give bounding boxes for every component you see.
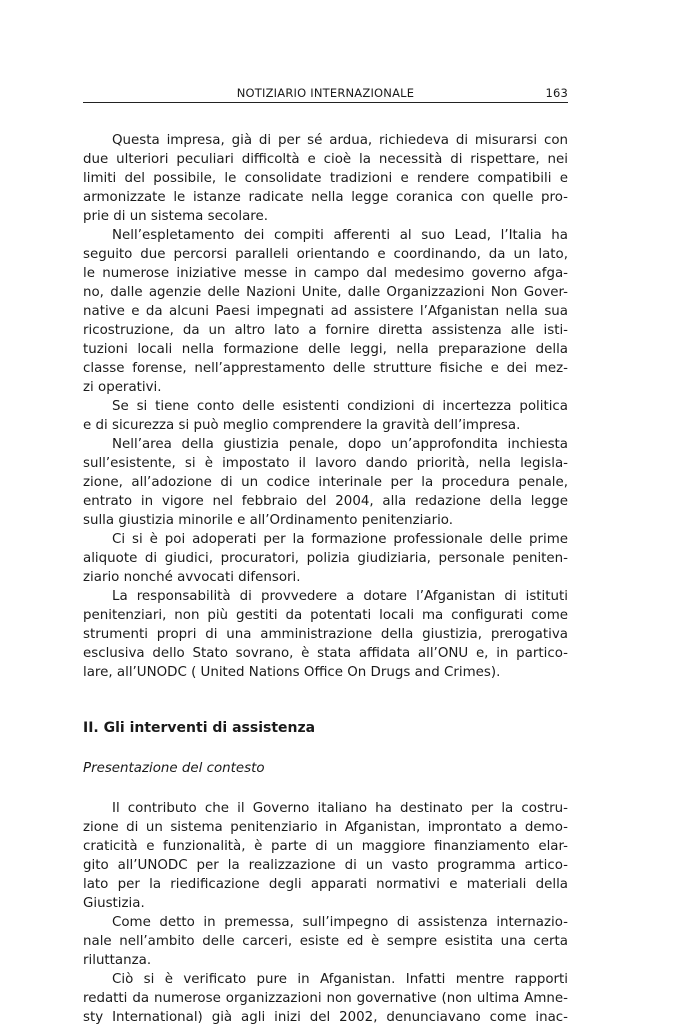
text-line: armonizzate le istanze radicate nella legge coranica con quelle pro- — [83, 190, 568, 205]
text-line: Come detto in premessa, sull’impegno di assistenza internazio- — [112, 915, 568, 930]
text-line: Ci si è poi adoperati per la formazione professionale delle prime — [112, 532, 568, 547]
header-rule — [83, 102, 568, 103]
body-text — [83, 131, 568, 1027]
text-line: Se si tiene conto delle esistenti condizioni di incertezza politica — [112, 399, 568, 414]
text-line: no, dalle agenzie delle Nazioni Unite, dalle Organizzazioni Non Gover- — [83, 285, 568, 300]
text-line: native e da alcuni Paesi impegnati ad assistere l’Afganistan nella sua — [83, 304, 568, 319]
text-line: Il contributo che il Governo italiano ha destinato per la costru- — [112, 801, 568, 816]
text-line: redatti da numerose organizzazioni non governative (non ultima Amne- — [83, 991, 568, 1006]
text-line: strumenti propri di una amministrazione della giustizia, prerogativa — [83, 627, 568, 642]
paragraphs-before-section — [83, 131, 568, 682]
paragraphs-after-section — [83, 799, 568, 1027]
paragraph — [83, 970, 568, 1027]
paragraph — [83, 913, 568, 970]
text-line: zi operativi. — [83, 380, 162, 395]
paragraph — [83, 435, 568, 530]
document-page — [83, 84, 568, 1027]
text-line: seguito due percorsi paralleli orientando e coordinando, da un lato, — [83, 247, 568, 262]
section-title: II. Gli interventi di assistenza — [83, 720, 316, 736]
text-line: ricostruzione, da un altro lato a fornire diretta assistenza alle isti- — [83, 323, 568, 338]
text-line: tuzioni locali nella formazione delle leggi, nella preparazione della — [83, 342, 568, 357]
text-line: penitenziari, non più gestiti da potentati locali ma configurati come — [83, 608, 568, 623]
text-line: nale nell’ambito delle carceri, esiste ed è sempre esistita una certa — [83, 934, 568, 949]
text-line: sulla giustizia minorile e all’Ordinamento penitenziario. — [83, 513, 454, 528]
text-line: Nell’area della giustizia penale, dopo un’approfondita inchiesta — [112, 437, 568, 452]
text-line: lato per la riedificazione degli apparati normativi e materiali della — [83, 877, 568, 892]
text-line: limiti del possibile, le consolidate tradizioni e rendere compatibili e — [83, 171, 568, 186]
text-line: due ulteriori peculiari difficoltà e cioè la necessità di rispettare, nei — [83, 152, 568, 167]
text-line: La responsabilità di provvedere a dotare l’Afganistan di istituti — [112, 589, 568, 604]
paragraph — [83, 799, 568, 913]
subsection-title: Presentazione del contesto — [83, 761, 265, 776]
text-line: craticità e funzionalità, è parte di un maggiore finanziamento elar- — [83, 839, 568, 854]
text-line: ziario nonché avvocati difensori. — [83, 570, 301, 585]
paragraph — [83, 587, 568, 682]
text-line: classe forense, nell’apprestamento delle strutture fisiche e dei mez- — [83, 361, 568, 376]
paragraph — [83, 397, 568, 435]
text-line: Nell’espletamento dei compiti afferenti al suo Lead, l’Italia ha — [112, 228, 568, 243]
text-line: lare, all’UNODC ( United Nations Office On Drugs and Crimes). — [83, 665, 501, 680]
paragraph — [83, 530, 568, 587]
page-number: 163 — [545, 86, 568, 100]
text-line: sull’esistente, si è impostato il lavoro dando priorità, nella legisla- — [83, 456, 568, 471]
text-line: Ciò si è verificato pure in Afganistan. Infatti mentre rapporti — [112, 972, 568, 987]
text-line: prie di un sistema secolare. — [83, 209, 268, 224]
running-title: NOTIZIARIO INTERNAZIONALE — [236, 86, 415, 100]
text-line: aliquote di giudici, procuratori, polizia giudiziaria, personale peniten- — [83, 551, 568, 566]
text-line: gito all’UNODC per la realizzazione di un vasto programma artico- — [83, 858, 568, 873]
text-line: zione di un sistema penitenziario in Afganistan, improntato a demo- — [83, 820, 568, 835]
text-line: riluttanza. — [83, 953, 152, 968]
text-line: Giustizia. — [83, 896, 145, 911]
text-line: le numerose iniziative messe in campo dal medesimo governo afga- — [83, 266, 568, 281]
paragraph — [83, 226, 568, 397]
text-line: zione, all’adozione di un codice interinale per la procedura penale, — [83, 475, 568, 490]
text-line: esclusiva dello Stato sovrano, è stata affidata all’ONU e, in partico- — [83, 646, 568, 661]
text-line: entrato in vigore nel febbraio del 2004, alla redazione della legge — [83, 494, 568, 509]
paragraph — [83, 131, 568, 226]
text-line: e di sicurezza si può meglio comprendere la gravità dell’impresa. — [83, 418, 521, 433]
text-line: sty International) già agli inizi del 2002, denunciavano come inac- — [83, 1010, 568, 1025]
text-line: Questa impresa, già di per sé ardua, richiedeva di misurarsi con — [112, 133, 568, 148]
running-head — [83, 84, 568, 102]
